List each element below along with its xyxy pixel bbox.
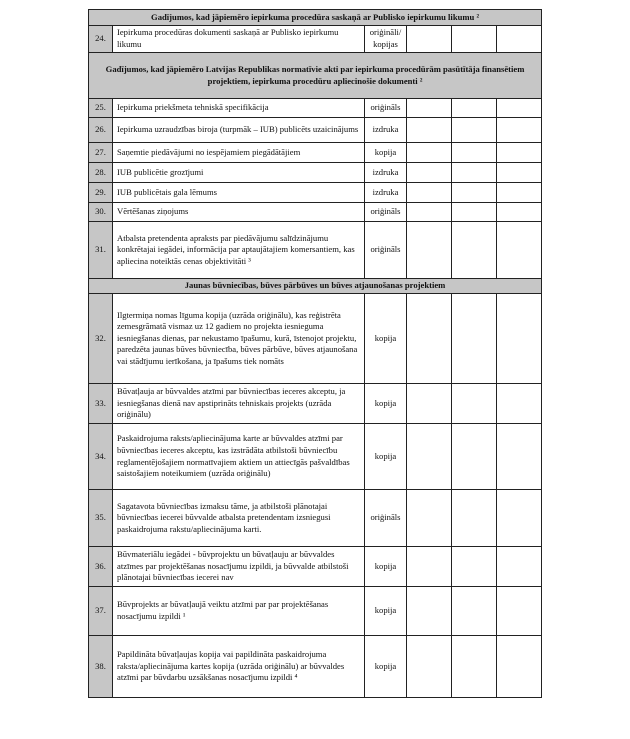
check-cell	[497, 636, 542, 698]
check-cell	[497, 547, 542, 587]
document-description: Papildināta būvatļaujas kopija vai papildināta paskaidrojuma raksta/apliecinājuma kartes kopija (uzrāda oriģinālu) ar būvvaldes atzīmi par būvdarbu uzsākšanas nosacījumu izpildi ⁴	[113, 636, 365, 698]
check-cell	[452, 490, 497, 547]
checklist-body	[89, 10, 542, 698]
check-cell	[452, 183, 497, 203]
document-description: Iepirkuma priekšmeta tehniskā specifikācija	[113, 99, 365, 118]
check-cell	[407, 587, 452, 636]
table-row	[89, 26, 542, 53]
check-cell	[497, 118, 542, 143]
document-form: kopija	[365, 143, 407, 163]
row-number: 31.	[89, 222, 113, 279]
document-form: kopija	[365, 636, 407, 698]
table-row	[89, 183, 542, 203]
check-cell	[407, 384, 452, 424]
row-number: 24.	[89, 26, 113, 53]
section-heading: Jaunas būvniecības, būves pārbūves un būves atjaunošanas projektiem	[89, 279, 542, 294]
table-row	[89, 384, 542, 424]
check-cell	[497, 490, 542, 547]
check-cell	[452, 222, 497, 279]
check-cell	[407, 222, 452, 279]
check-cell	[452, 294, 497, 384]
document-description: Būvmateriālu iegādei - būvprojektu un būvatļauju ar būvvaldes atzīmes par projektēšanas nosacījumu izpildi, ja būvvalde atbilstoši plānotajai būvniecības iecerei nav	[113, 547, 365, 587]
check-cell	[497, 222, 542, 279]
check-cell	[452, 163, 497, 183]
check-cell	[452, 99, 497, 118]
table-row	[89, 222, 542, 279]
check-cell	[407, 99, 452, 118]
check-cell	[407, 118, 452, 143]
check-cell	[452, 26, 497, 53]
table-row	[89, 99, 542, 118]
row-number: 37.	[89, 587, 113, 636]
check-cell	[497, 587, 542, 636]
check-cell	[452, 384, 497, 424]
document-form: oriģināls	[365, 99, 407, 118]
check-cell	[407, 203, 452, 222]
row-number: 27.	[89, 143, 113, 163]
check-cell	[497, 203, 542, 222]
table-row	[89, 143, 542, 163]
document-form: kopija	[365, 294, 407, 384]
document-form: kopija	[365, 424, 407, 490]
check-cell	[452, 636, 497, 698]
section-heading: Gadījumos, kad jāpiemēro iepirkuma procedūra saskaņā ar Publisko iepirkumu likumu ²	[89, 10, 542, 26]
check-cell	[407, 490, 452, 547]
document-form: kopija	[365, 547, 407, 587]
row-number: 29.	[89, 183, 113, 203]
document-description: Sagatavota būvniecības izmaksu tāme, ja atbilstoši plānotajai būvniecības iecerei būvvalde atbalsta pretendentam izsniegusi paskaidrojuma rakstu/apliecinājuma karti.	[113, 490, 365, 547]
check-cell	[497, 143, 542, 163]
document-form: izdruka	[365, 183, 407, 203]
table-row	[89, 118, 542, 143]
check-cell	[452, 587, 497, 636]
row-number: 28.	[89, 163, 113, 183]
row-number: 32.	[89, 294, 113, 384]
check-cell	[452, 203, 497, 222]
check-cell	[407, 143, 452, 163]
row-number: 38.	[89, 636, 113, 698]
check-cell	[407, 26, 452, 53]
table-row	[89, 490, 542, 547]
table-row	[89, 203, 542, 222]
document-description: Iepirkuma procedūras dokumenti saskaņā ar Publisko iepirkumu likumu	[113, 26, 365, 53]
row-number: 25.	[89, 99, 113, 118]
check-cell	[497, 163, 542, 183]
section-heading: Gadījumos, kad jāpiemēro Latvijas Republikas normatīvie akti par iepirkuma procedūrām pasūtītāja finansētiem projektiem, iepirkuma procedūru apliecinošie dokumenti ²	[89, 53, 542, 99]
document-form: oriģināls	[365, 490, 407, 547]
row-number: 30.	[89, 203, 113, 222]
check-cell	[407, 636, 452, 698]
document-description: Paskaidrojuma raksts/apliecinājuma karte ar būvvaldes atzīmi par būvniecības ieceres akceptu, kas izstrādāta atbilstoši būvniecību reglamentējošajiem normatīvajiem aktiem un attiecīgās pašvaldības saistošajiem noteikumiem (uzrāda oriģinālu)	[113, 424, 365, 490]
table-row	[89, 163, 542, 183]
document-form: izdruka	[365, 163, 407, 183]
row-number: 36.	[89, 547, 113, 587]
document-form: oriģināls	[365, 222, 407, 279]
check-cell	[497, 183, 542, 203]
table-row	[89, 294, 542, 384]
document-checklist-table	[88, 9, 542, 698]
section-heading-row	[89, 10, 542, 26]
document-form: oriģināli/ kopijas	[365, 26, 407, 53]
document-description: Vērtēšanas ziņojums	[113, 203, 365, 222]
document-description: Atbalsta pretendenta apraksts par piedāvājumu salīdzinājumu konkrētajai iegādei, informācija par aptaujātajiem komersantiem, kas apliecina noteiktās cenas objektivitāti ³	[113, 222, 365, 279]
document-description: Ilgtermiņa nomas līguma kopija (uzrāda oriģinālu), kas reģistrēta zemesgrāmatā vismaz uz 12 gadiem no projekta iesnieguma iesniegšanas dienas, par nekustamo īpašumu, kurā, īstenojot projektu, paredzēta jaunas būves būvniecība, būves pārbūve, būves atjaunošana vai stādījumu ierīkošana, ja īpašums tiek nomāts	[113, 294, 365, 384]
table-row	[89, 547, 542, 587]
check-cell	[497, 99, 542, 118]
document-form: kopija	[365, 384, 407, 424]
row-number: 34.	[89, 424, 113, 490]
check-cell	[452, 424, 497, 490]
row-number: 33.	[89, 384, 113, 424]
check-cell	[452, 118, 497, 143]
row-number: 26.	[89, 118, 113, 143]
table-row	[89, 587, 542, 636]
document-form: oriģināls	[365, 203, 407, 222]
row-number: 35.	[89, 490, 113, 547]
document-description: IUB publicētie grozījumi	[113, 163, 365, 183]
document-form: kopija	[365, 587, 407, 636]
check-cell	[407, 163, 452, 183]
check-cell	[407, 183, 452, 203]
check-cell	[497, 294, 542, 384]
table-row	[89, 636, 542, 698]
check-cell	[452, 547, 497, 587]
table-row	[89, 424, 542, 490]
check-cell	[407, 547, 452, 587]
document-description: Būvatļauja ar būvvaldes atzīmi par būvniecības ieceres akceptu, ja iesniegšanas dienā nav apstiprināts tehniskais projekts (uzrāda oriģinālu)	[113, 384, 365, 424]
check-cell	[407, 424, 452, 490]
check-cell	[497, 424, 542, 490]
document-form: izdruka	[365, 118, 407, 143]
section-heading-row	[89, 53, 542, 99]
check-cell	[497, 384, 542, 424]
check-cell	[497, 26, 542, 53]
document-description: IUB publicētais gala lēmums	[113, 183, 365, 203]
document-description: Iepirkuma uzraudzības biroja (turpmāk – IUB) publicēts uzaicinājums	[113, 118, 365, 143]
check-cell	[452, 143, 497, 163]
section-heading-row	[89, 279, 542, 294]
document-description: Būvprojekts ar būvatļaujā veiktu atzīmi par par projektēšanas nosacījumu izpildi ¹	[113, 587, 365, 636]
check-cell	[407, 294, 452, 384]
document-description: Saņemtie piedāvājumi no iespējamiem piegādātājiem	[113, 143, 365, 163]
